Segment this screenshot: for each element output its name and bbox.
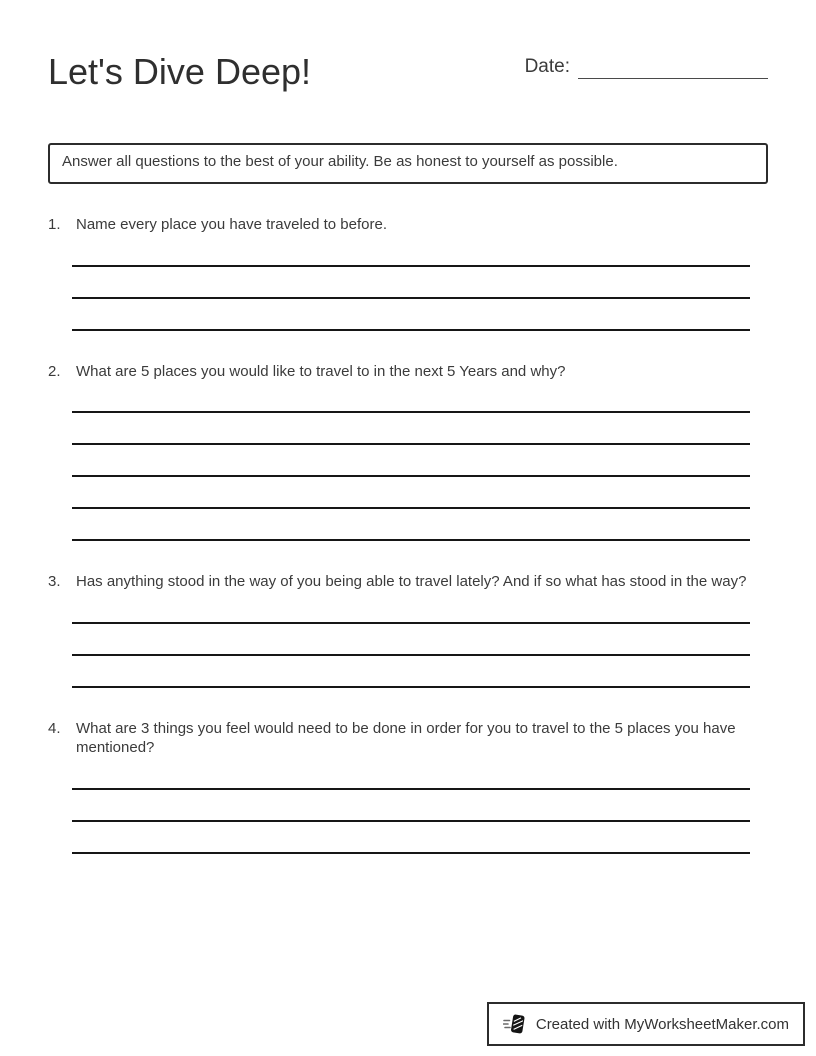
answer-line (72, 656, 750, 688)
answer-line (72, 822, 750, 854)
question-text: What are 5 places you would like to travel to in the next 5 Years and why? (76, 362, 566, 380)
question-item (48, 216, 768, 331)
answer-line (72, 477, 750, 509)
instructions-box (48, 143, 768, 184)
answer-lines (72, 235, 750, 331)
answer-lines (72, 592, 750, 688)
answer-line (72, 790, 750, 822)
footer-badge-text: Created with MyWorksheetMaker.com (535, 1015, 789, 1033)
question-item (48, 573, 768, 688)
answer-line (72, 758, 750, 790)
answer-line (72, 445, 750, 477)
question-text: Name every place you have traveled to before. (76, 215, 388, 233)
question-head (48, 573, 768, 592)
page-title: Let's Dive Deep! (48, 51, 312, 92)
question-head (48, 216, 768, 235)
answer-line (72, 592, 750, 624)
answer-line (72, 509, 750, 541)
answer-line (72, 267, 750, 299)
question-text: Has anything stood in the way of you being able to travel lately? And if so what has stood in the way? (76, 573, 747, 591)
question-item (48, 363, 768, 542)
answer-line (72, 381, 750, 413)
answer-lines (72, 758, 750, 854)
date-label: Date: (524, 56, 570, 77)
header (48, 50, 768, 93)
answer-lines (72, 381, 750, 541)
question-item (48, 720, 768, 854)
date-field (525, 56, 768, 79)
instructions-text: Answer all questions to the best of your ability. Be as honest to yourself as possible. (62, 153, 618, 171)
question-head (48, 363, 768, 382)
date-blank-line (578, 58, 768, 79)
answer-line (72, 413, 750, 445)
questions (48, 216, 768, 854)
question-text: What are 3 things you feel would need to be done in order for you to travel to the 5 places you have mentioned? (76, 720, 736, 756)
question-number: 2. (48, 362, 61, 380)
answer-line (72, 624, 750, 656)
question-number: 1. (48, 215, 61, 233)
answer-line (72, 235, 750, 267)
flying-worksheet-icon (503, 1012, 527, 1036)
question-head (48, 720, 768, 758)
question-number: 4. (48, 720, 61, 738)
question-number: 3. (48, 573, 61, 591)
answer-line (72, 299, 750, 331)
footer-badge (487, 1002, 805, 1046)
